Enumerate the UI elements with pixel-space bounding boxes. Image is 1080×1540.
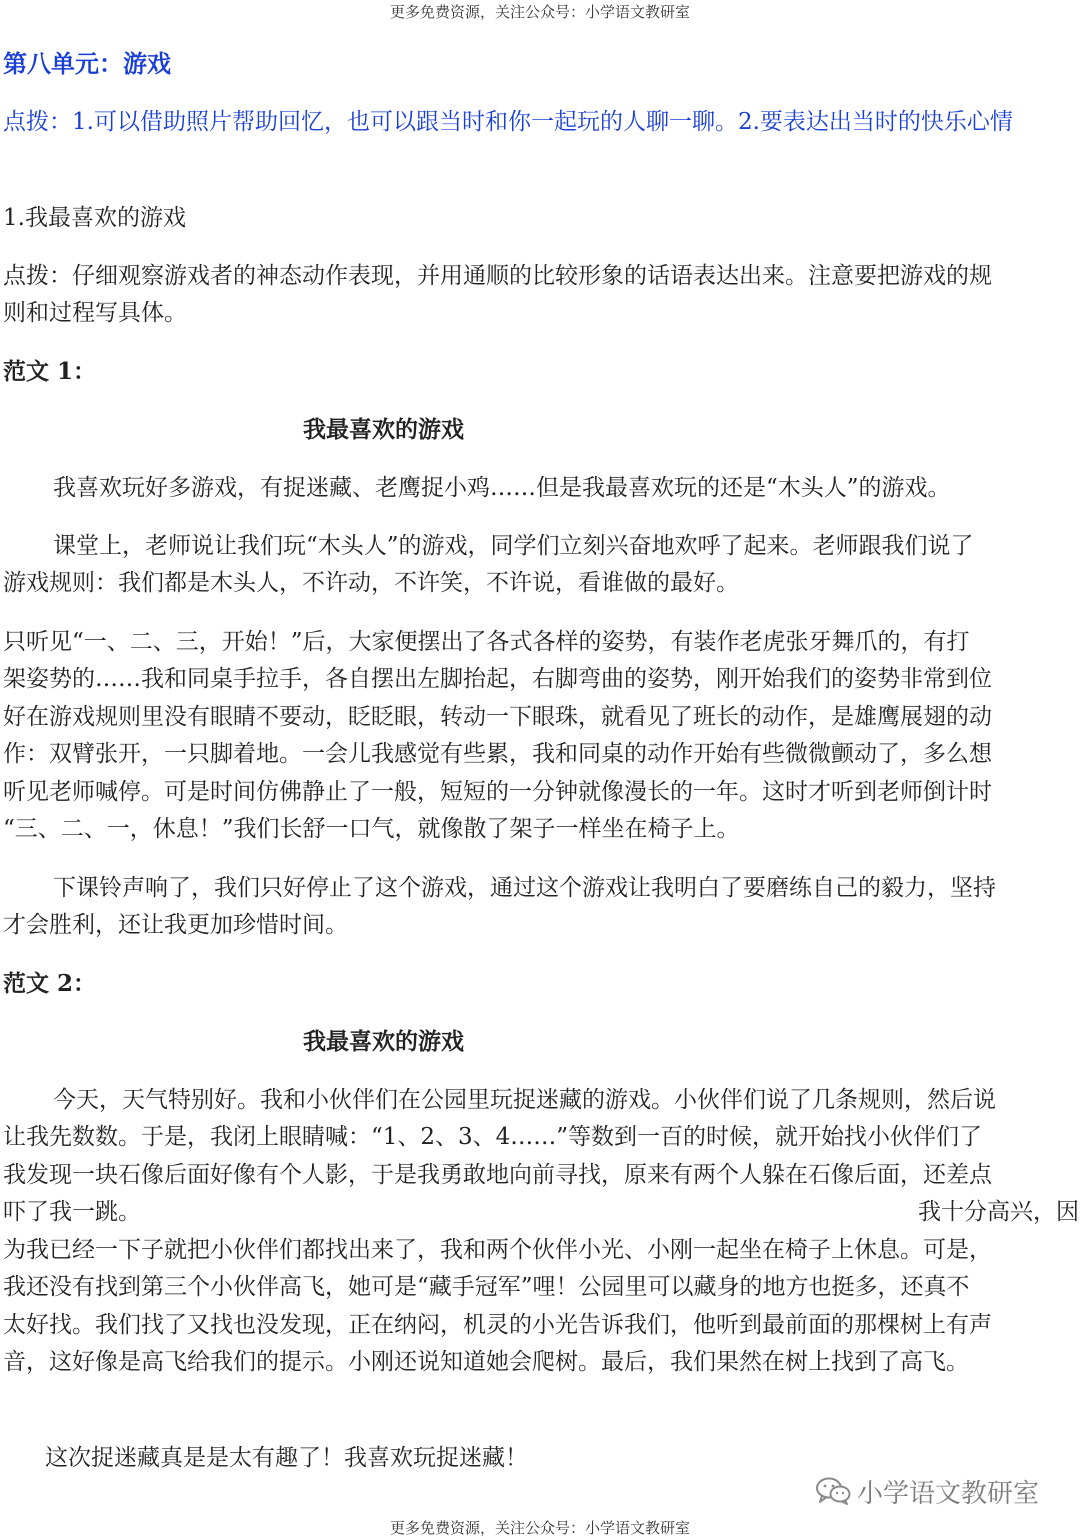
essay2-line: 我还没有找到第三个小伙伴高飞，她可是“藏手冠军”哩！公园里可以藏身的地方也挺多，还真不 (3, 1274, 970, 1300)
essay2-label: 范文 2： (3, 970, 97, 997)
essay1-line: 作：双臂张开，一只脚着地。一会儿我感觉有些累，我和同桌的动作开始有些微微颤动了，多么想 (3, 741, 992, 767)
topic-heading: 1.我最喜欢的游戏 (3, 205, 186, 231)
essay2-line: 为我已经一下子就把小伙伴们都找出来了，我和两个伙伴小光、小刚一起坐在椅子上休息。可是， (3, 1237, 992, 1263)
essay1-label: 范文 1： (3, 358, 97, 385)
topic-tip-line: 点拨：仔细观察游戏者的神态动作表现，并用通顺的比较形象的话语表达出来。注意要把游戏的规 (3, 263, 992, 289)
essay2-line: 吓了我一跳。 (3, 1199, 141, 1225)
essay1-title: 我最喜欢的游戏 (303, 416, 464, 443)
watermark-text: 小学语文教研室 (857, 1478, 1040, 1509)
essay2-line: 让我先数数。于是，我闭上眼睛喊：“1、2、3、4……”等数到一百的时候，就开始找小伙伴们了 (3, 1124, 983, 1150)
essay1-line: 听见老师喊停。可是时间仿佛静止了一般，短短的一分钟就像漫长的一年。这时才听到老师倒计时 (3, 779, 992, 805)
page-header: 更多免费资源，关注公众号：小学语文教研室 (389, 3, 690, 21)
unit-title: 第八单元：游戏 (3, 49, 171, 78)
essay1-line: “三、二、一，休息！”我们长舒一口气，就像散了架子一样坐在椅子上。 (3, 816, 740, 842)
essay1-line: 才会胜利，还让我更加珍惜时间。 (3, 912, 348, 938)
essay2-line: 我发现一块石像后面好像有个人影，于是我勇敢地向前寻找，原来有两个人躲在石像后面，还差点 (3, 1162, 992, 1188)
essay2-line: 音，这好像是高飞给我们的提示。小刚还说知道她会爬树。最后，我们果然在树上找到了高飞。 (3, 1349, 969, 1375)
unit-tip: 点拨：1.可以借助照片帮助回忆，也可以跟当时和你一起玩的人聊一聊。2.要表达出当时的快乐心情 (3, 109, 1013, 135)
wechat-watermark (815, 1474, 1039, 1508)
essay1-line: 架姿势的……我和同桌手拉手，各自摆出左脚抬起，右脚弯曲的姿势，刚开始我们的姿势非常到位 (3, 666, 992, 692)
essay1-line: 游戏规则：我们都是木头人，不许动，不许笑，不许说，看谁做的最好。 (3, 570, 739, 596)
essay1-line: 只听见“一、二、三，开始！”后，大家便摆出了各式各样的姿势，有装作老虎张牙舞爪的，有打 (3, 629, 970, 655)
essay1-line: 我喜欢玩好多游戏，有捉迷藏、老鹰捉小鸡……但是我最喜欢玩的还是“木头人”的游戏。 (53, 475, 951, 501)
page-footer: 更多免费资源，关注公众号：小学语文教研室 (389, 1519, 690, 1537)
essay2-closing-line: 这次捉迷藏真是是太有趣了！我喜欢玩捉迷藏！ (45, 1445, 528, 1471)
essay2-line: 太好找。我们找了又找也没发现，正在纳闷，机灵的小光告诉我们，他听到最前面的那棵树上有声 (3, 1312, 992, 1338)
essay2-line: 我十分高兴，因 (918, 1199, 1079, 1225)
topic-tip-line: 则和过程写具体。 (3, 300, 187, 326)
essay1-line: 课堂上，老师说让我们玩“木头人”的游戏，同学们立刻兴奋地欢呼了起来。老师跟我们说了 (53, 533, 974, 559)
essay1-line: 好在游戏规则里没有眼睛不要动，眨眨眼，转动一下眼珠，就看见了班长的动作，是雄鹰展翅的动 (3, 704, 992, 730)
wechat-icon (815, 1476, 851, 1506)
essay2-line: 今天，天气特别好。我和小伙伴们在公园里玩捉迷藏的游戏。小伙伴们说了几条规则，然后说 (53, 1087, 996, 1113)
essay1-line: 下课铃声响了，我们只好停止了这个游戏，通过这个游戏让我明白了要磨练自己的毅力，坚持 (53, 875, 996, 901)
essay2-title: 我最喜欢的游戏 (303, 1028, 464, 1055)
